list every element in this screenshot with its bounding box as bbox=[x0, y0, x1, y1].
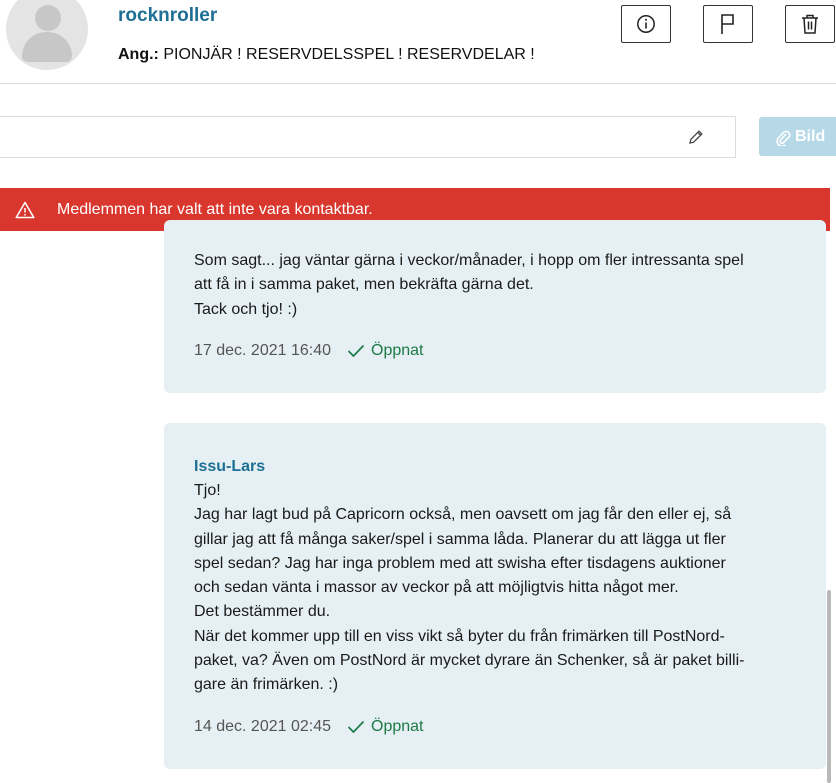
message-line: paket, va? Även om PostNord är mycket dyrare än Schenker, så är paket billi- bbox=[194, 652, 745, 670]
message-author[interactable]: Issu-Lars bbox=[194, 458, 266, 475]
conversation-subject bbox=[118, 46, 535, 64]
read-status bbox=[347, 342, 423, 360]
message-line: gare än frimärken. :) bbox=[194, 676, 339, 694]
message-line: att få in i samma paket, men bekräfta gärna det. bbox=[194, 276, 534, 294]
checkmark-icon bbox=[347, 344, 365, 358]
subject-text: PIONJÄR ! RESERVDELSSPEL ! RESERVDELAR ! bbox=[163, 46, 535, 63]
attach-image-label: Bild bbox=[795, 127, 826, 145]
flag-icon bbox=[718, 13, 738, 35]
message-line: Tack och tjo! :) bbox=[194, 300, 298, 318]
username-link[interactable]: rocknroller bbox=[118, 5, 218, 26]
checkmark-icon bbox=[347, 720, 365, 734]
read-status-label: Öppnat bbox=[371, 342, 424, 359]
warning-icon bbox=[15, 201, 35, 219]
message-input[interactable] bbox=[0, 116, 736, 158]
message-timestamp: 14 dec. 2021 02:45 bbox=[194, 718, 332, 735]
pencil-icon bbox=[687, 128, 705, 146]
info-button[interactable] bbox=[621, 5, 671, 43]
message-line: Tjo! bbox=[194, 482, 221, 499]
report-button[interactable] bbox=[703, 5, 753, 43]
message-line: Som sagt... jag väntar gärna i veckor/månader, i hopp om fler intressanta spel bbox=[194, 252, 744, 269]
scrollbar-thumb[interactable] bbox=[827, 590, 831, 783]
delete-button[interactable] bbox=[785, 5, 835, 43]
message-bubble bbox=[164, 423, 826, 769]
trash-icon bbox=[800, 13, 820, 35]
read-status-label: Öppnat bbox=[371, 718, 424, 735]
message-body bbox=[194, 249, 794, 322]
message-meta bbox=[194, 718, 424, 736]
conversation-header bbox=[0, 0, 836, 84]
info-icon bbox=[636, 14, 656, 34]
paperclip-icon bbox=[775, 128, 791, 146]
message-line: och sedan vänta i massor av veckor på att möjligtvis hitta något mer. bbox=[194, 579, 679, 597]
message-line: Det bestämmer du. bbox=[194, 603, 331, 621]
attach-image-button[interactable] bbox=[759, 117, 836, 156]
message-line: Jag har lagt bud på Capricorn också, men oavsett om jag får den eller ej, så bbox=[194, 506, 732, 524]
message-line: När det kommer upp till en viss vikt så byter du från frimärken till PostNord- bbox=[194, 627, 725, 645]
message-timestamp: 17 dec. 2021 16:40 bbox=[194, 342, 332, 359]
subject-prefix: Ang.: bbox=[118, 46, 159, 63]
read-status bbox=[347, 718, 423, 736]
avatar-head-shape bbox=[35, 5, 61, 31]
message-bubble bbox=[164, 220, 826, 393]
message-line: spel sedan? Jag har inga problem med att swisha efter tisdagens auktioner bbox=[194, 554, 726, 572]
message-meta bbox=[194, 342, 424, 360]
avatar[interactable] bbox=[6, 0, 88, 70]
avatar-body-shape bbox=[22, 32, 72, 62]
message-body bbox=[194, 479, 794, 698]
message-line: gillar jag att få många saker/spel i samma låda. Planerar du att lägga ut fler bbox=[194, 530, 726, 548]
alert-text: Medlemmen har valt att inte vara kontaktbar. bbox=[57, 201, 373, 218]
